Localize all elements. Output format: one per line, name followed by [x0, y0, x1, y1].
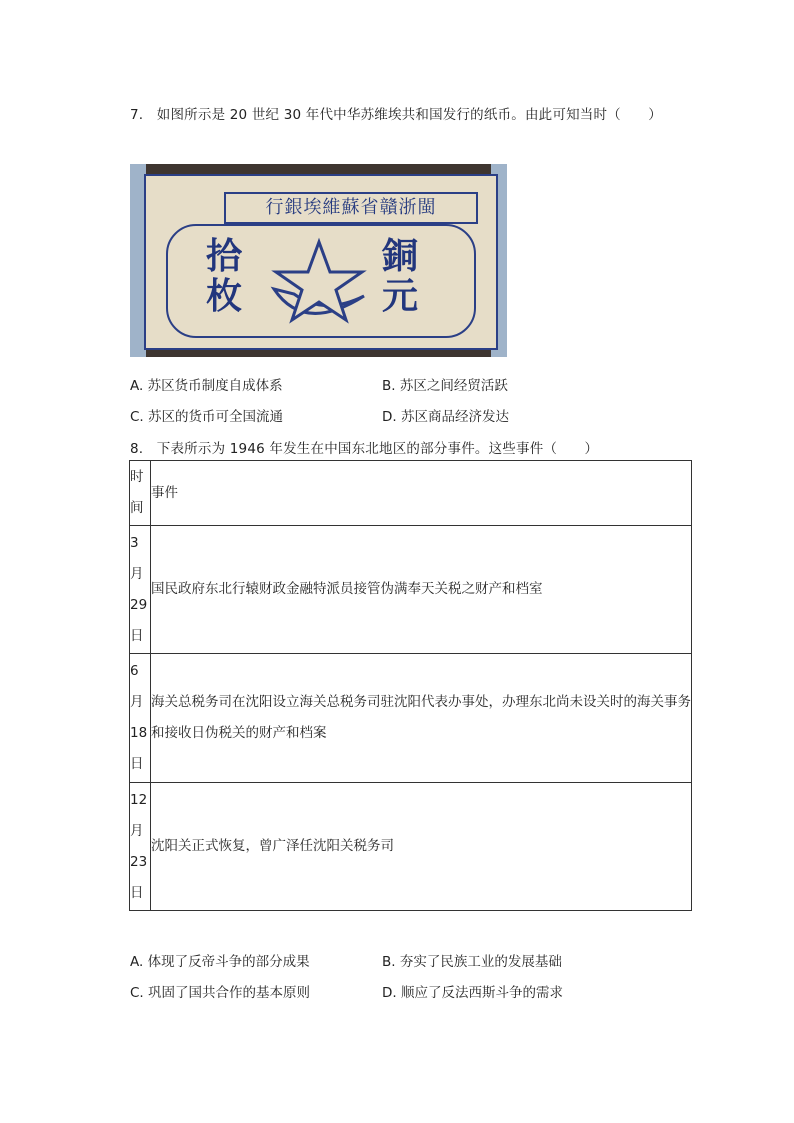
q8-option-c[interactable]: C. 巩固了国共合作的基本原则 [130, 985, 311, 1001]
row-time: 12 月 23 日 [130, 783, 151, 911]
row-event: 沈阳关正式恢复，曾广泽任沈阳关税务司 [151, 783, 692, 911]
q8-option-a[interactable]: A. 体现了反帝斗争的部分成果 [130, 954, 310, 970]
question-text: 如图所示是 20 世纪 30 年代中华苏维埃共和国发行的纸币。由此可知当时（ ） [156, 107, 662, 123]
header-event: 事件 [151, 461, 692, 526]
question-number: 8. [130, 441, 144, 457]
q8-option-d[interactable]: D. 顺应了反法西斯斗争的需求 [382, 985, 563, 1001]
row-time: 6 月 18 日 [130, 654, 151, 783]
q7-option-d[interactable]: D. 苏区商品经济发达 [382, 409, 509, 425]
row-event: 国民政府东北行辕财政金融特派员接管伪满奉天关税之财产和档室 [151, 526, 692, 654]
row-event: 海关总税务司在沈阳设立海关总税务司驻沈阳代表办事处，办理东北尚未设关时的海关事务和接收日伪税关的财产和档案 [151, 654, 692, 783]
star-emblem-icon [264, 234, 374, 334]
q7-option-c[interactable]: C. 苏区的货币可全国流通 [130, 409, 284, 425]
q7-option-a[interactable]: A. 苏区货币制度自成体系 [130, 378, 283, 394]
q8-option-b[interactable]: B. 夯实了民族工业的发展基础 [382, 954, 562, 970]
table-row [130, 783, 692, 911]
row-time: 3 月 29 日 [130, 526, 151, 654]
q7-option-b[interactable]: B. 苏区之间经贸活跃 [382, 378, 508, 394]
events-table [129, 460, 692, 911]
denomination-right: 銅 元 [381, 235, 418, 317]
note-banner: 行銀埃維蘇省贛浙閩 [224, 192, 478, 224]
header-time: 时 间 [130, 461, 151, 526]
table-row [130, 654, 692, 783]
table-header-row [130, 461, 692, 526]
denomination-left: 拾 枚 [205, 235, 242, 317]
question-number: 7. [130, 107, 144, 123]
question-text: 下表所示为 1946 年发生在中国东北地区的部分事件。这些事件（ ） [156, 441, 599, 457]
note-paper [144, 174, 498, 350]
question-7-stem [130, 103, 662, 123]
table-row [130, 526, 692, 654]
banknote-image [130, 164, 507, 357]
question-8-stem [130, 437, 598, 457]
